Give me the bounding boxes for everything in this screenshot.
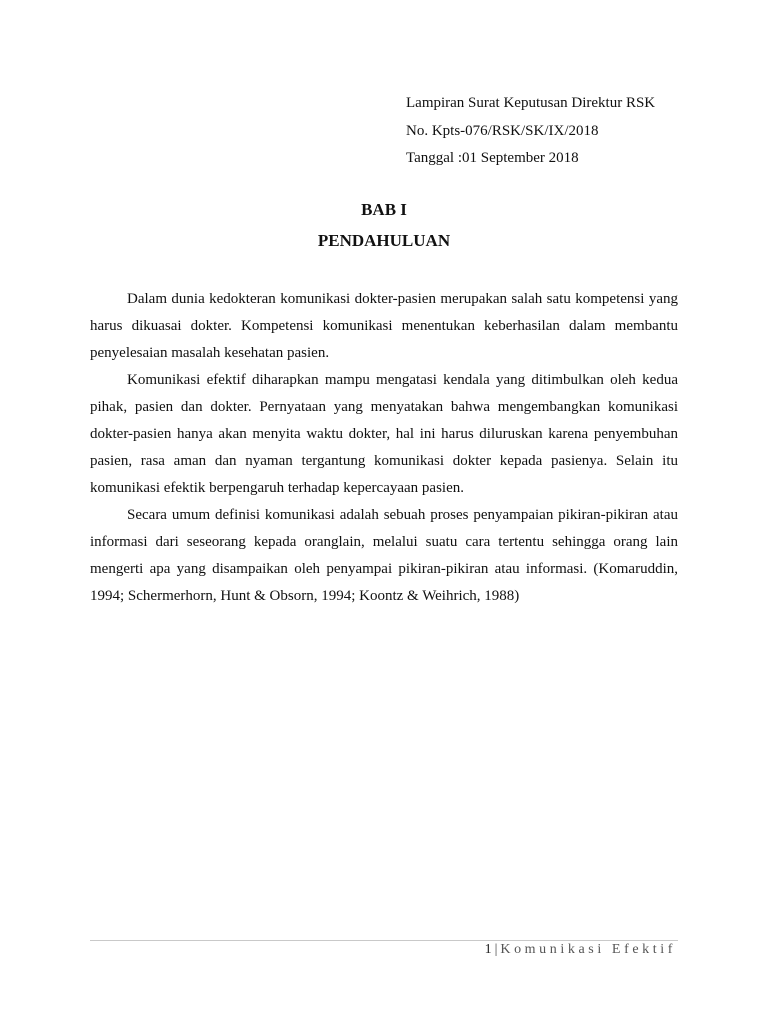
header-line-date: Tanggal :01 September 2018	[406, 150, 579, 166]
footer-divider	[90, 940, 678, 941]
running-title: Komunikasi Efektif	[500, 942, 676, 957]
header-line-number: No. Kpts-076/RSK/SK/IX/2018	[406, 122, 599, 139]
paragraph-1: Dalam dunia kedokteran komunikasi dokter-pasien merupakan salah satu kompetensi yang harus dikuasai dokter. Kompetensi komunikasi menentukan keberhasilan dalam membantu penyelesaian masalah kesehatan pasien.	[90, 291, 678, 361]
chapter-number: BAB I	[361, 200, 407, 219]
body-text	[90, 286, 678, 610]
paragraph-3: Secara umum definisi komunikasi adalah sebuah proses penyampaian pikiran-pikiran atau informasi dari seseorang kepada oranglain, melalui suatu cara tertentu sehingga orang lain mengerti apa yang disampaikan oleh penyampai pikiran-pikiran atau informasi. (Komaruddin, 1994; Schermerhorn, Hunt & Obsorn, 1994; Koontz & Weihrich, 1988)	[90, 507, 678, 604]
chapter-title: PENDAHULUAN	[317, 231, 451, 250]
paragraph-2: Komunikasi efektif diharapkan mampu mengatasi kendala yang ditimbulkan oleh kedua pihak, pasien dan dokter. Pernyataan yang menyatakan bahwa mengembangkan komunikasi dokter-pasien hanya akan menyita waktu dokter, hal ini harus diluruskan karena penyembuhan pasien, rasa aman dan nyaman tergantung komunikasi dokter kepada pasienya. Selain itu komunikasi efektik berpengaruh terhadap kepercayaan pasien.	[90, 372, 678, 496]
page-footer	[485, 942, 676, 958]
header-line-decree: Lampiran Surat Keputusan Direktur RSK	[406, 95, 656, 111]
footer-separator: |	[494, 942, 498, 957]
page-number: 1	[484, 942, 492, 957]
attachment-header	[406, 90, 655, 173]
